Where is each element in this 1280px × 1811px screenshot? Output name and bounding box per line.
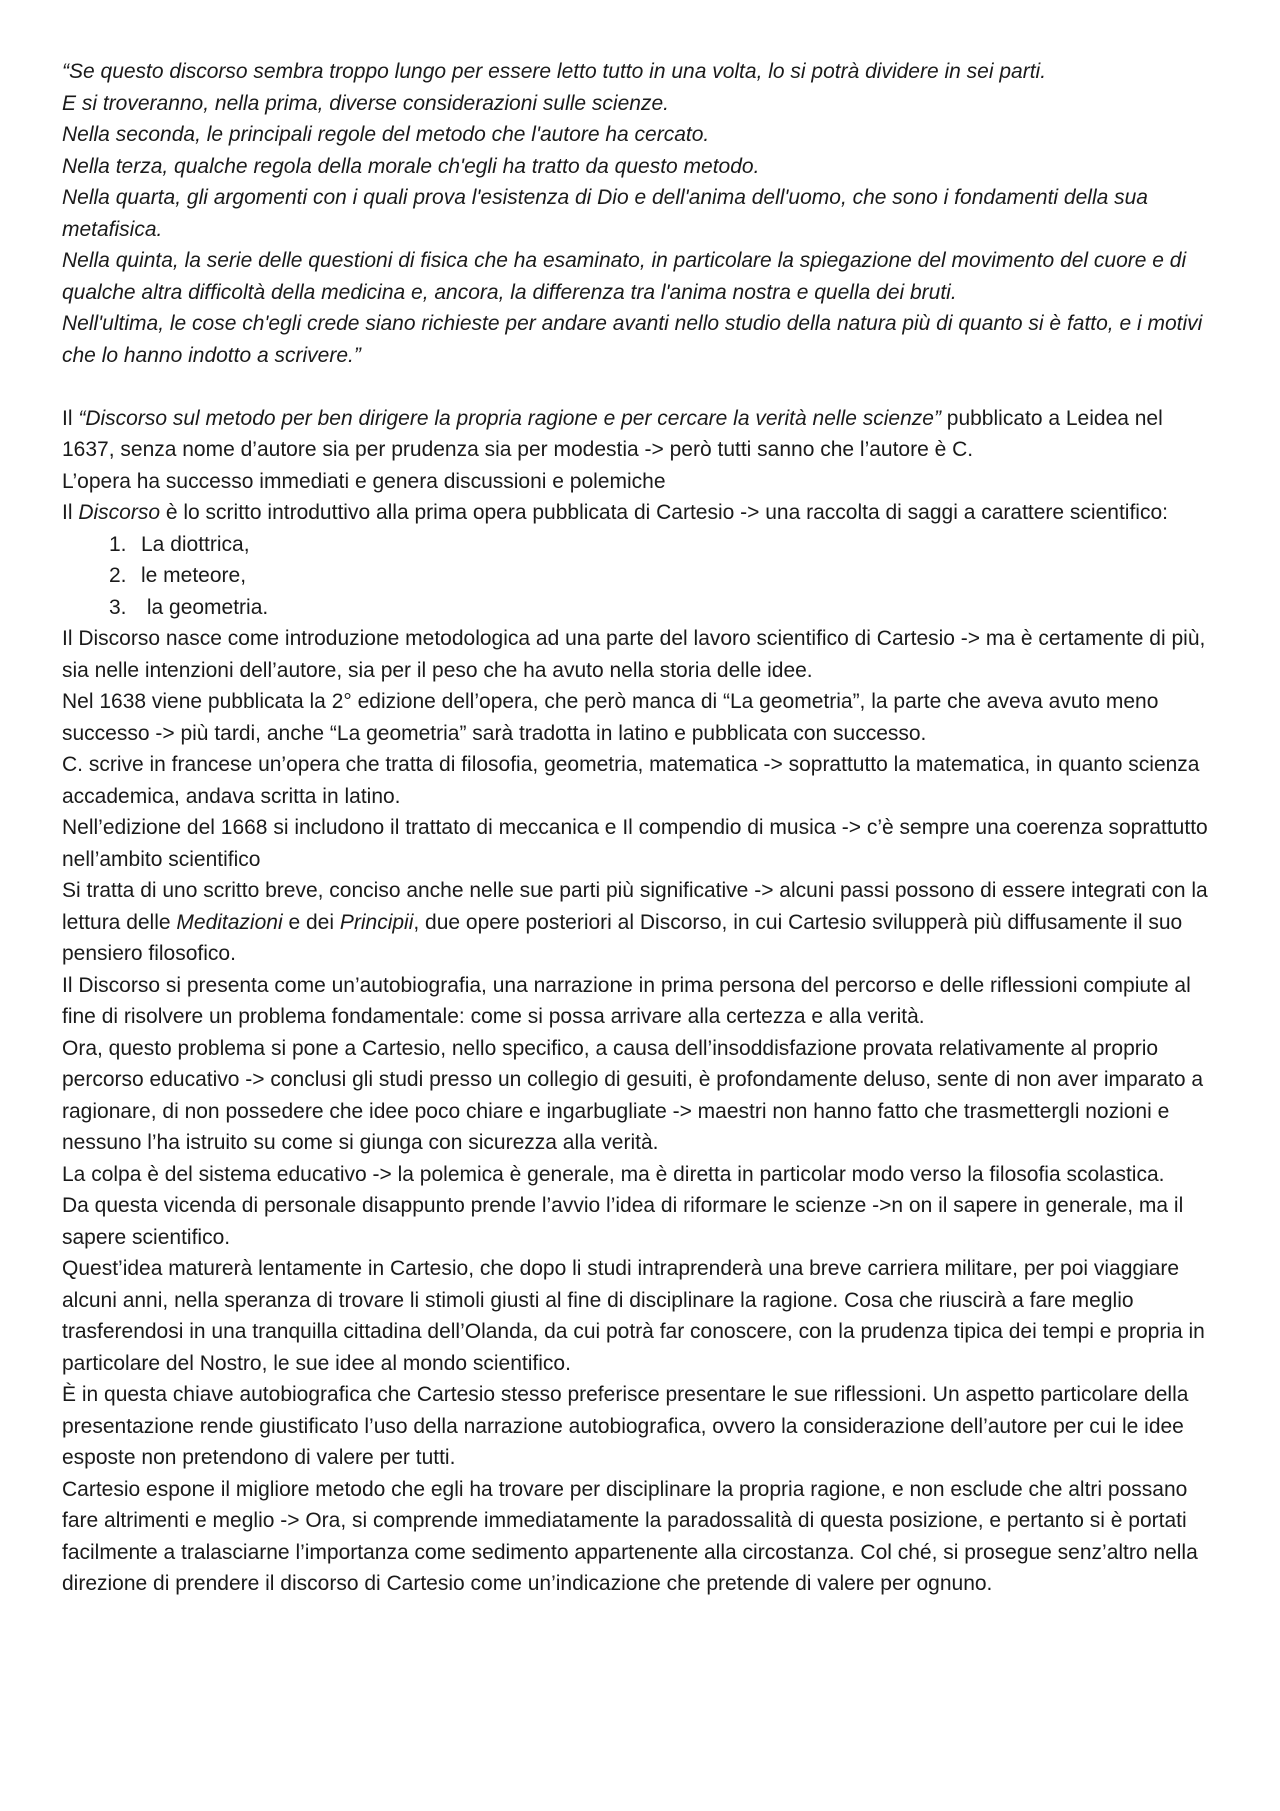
list-item: 1. La diottrica, bbox=[109, 532, 250, 556]
quote-line: Nella quinta, la serie delle questioni di fisica che ha esaminato, in particolare la spiegazione del movimento del cuore e di qualche altra difficoltà della medicina e, ancora, la differenza tra l'anima nostra e quella dei bruti. bbox=[62, 249, 1187, 304]
body-paragraph: Quest’idea maturerà lentamente in Cartesio, che dopo li studi intraprenderà una breve carriera militare, per poi viaggiare alcuni anni, nella speranza di trovare li stimoli giusti al fine di disciplinare la ragione. Cosa che riuscirà a fare meglio trasferendosi in una tranquilla cittadina dell’Olanda, da cui potrà far conoscere, con la prudenza tipica dei tempi e propria in particolare del Nostro, le sue idee al mondo scientifico. bbox=[62, 1257, 1205, 1375]
opening-quote bbox=[62, 56, 1210, 371]
quote-line: “Se questo discorso sembra troppo lungo per essere letto tutto in una volta, lo si potrà dividere in sei parti. bbox=[62, 60, 1047, 83]
body-paragraph: Il Discorso si presenta come un’autobiografia, una narrazione in prima persona del percorso e delle riflessioni compiute al fine di risolvere un problema fondamentale: come si possa arrivare alla certezza e alla verità. bbox=[62, 973, 1191, 1028]
list-item: 2. le meteore, bbox=[109, 564, 247, 587]
body-paragraph: Cartesio espone il migliore metodo che egli ha trovare per disciplinare la propria ragione, e non esclude che altri possano fare altrimenti e meglio -> Ora, si comprende immediatamente la paradossalità di questa posizione, e pertanto si è portati facilmente a tralasciarne l’importanza come sedimento appartenente alla circostanza. Col ché, si prosegue senz’altro nella direzione di prendere il discorso di Cartesio come un’indicazione che pretende di valere per ognuno. bbox=[62, 1477, 1198, 1595]
essays-list bbox=[62, 529, 1210, 624]
body-paragraph: Da questa vicenda di personale disappunto prende l’avvio l’idea di riformare le scienze ->n on il sapere in generale, ma il sapere scientifico. bbox=[62, 1194, 1184, 1249]
intro-paragraph: Il “Discorso sul metodo per ben dirigere la propria ragione e per cercare la verità nelle scienze” pubblicato a Leidea nel 1637, senza nome d’autore sia per prudenza sia per modestia -> però tutti sanno che l’autore è C. bbox=[62, 406, 1163, 461]
quote-line: E si troveranno, nella prima, diverse considerazioni sulle scienze. bbox=[62, 91, 669, 115]
body-paragraph: Ora, questo problema si pone a Cartesio, nello specifico, a causa dell’insoddisfazione provata relativamente al proprio percorso educativo -> conclusi gli studi presso un collegio di gesuiti, è profondamente deluso, sente di non aver imparato a ragionare, di non possedere che idee poco chiare e ingarbugliate -> maestri non hanno fatto che trasmettergli nozioni e nessuno l’ha istruito su come si giunga con sicurezza alla verità. bbox=[62, 1036, 1204, 1154]
book-title: “Discorso sul metodo per ben dirigere la propria ragione e per cercare la verità nelle scienze” bbox=[78, 406, 941, 430]
quote-line: Nella seconda, le principali regole del metodo che l'autore ha cercato. bbox=[62, 123, 710, 146]
quote-line: Nella quarta, gli argomenti con i quali prova l'esistenza di Dio e dell'anima dell'uomo, che sono i fondamenti della sua metafisica. bbox=[62, 186, 1148, 241]
brief-paragraph: Si tratta di uno scritto breve, conciso anche nelle sue parti più significative -> alcuni passi possono di essere integrati con la lettura delle Meditazioni e dei Principii, due opere posteriori al Discorso, in cui Cartesio svilupperà più diffusamente il suo pensiero filosofico. bbox=[62, 879, 1208, 965]
body-paragraph: Nell’edizione del 1668 si includono il trattato di meccanica e Il compendio di musica -> c’è sempre una coerenza soprattutto nell’ambito scientifico bbox=[62, 816, 1208, 871]
blank-line bbox=[62, 371, 1210, 403]
body-paragraph: C. scrive in francese un’opera che tratta di filosofia, geometria, matematica -> soprattutto la matematica, in quanto scienza accademica, andava scritta in latino. bbox=[62, 753, 1200, 808]
book-title: Meditazioni bbox=[176, 910, 283, 934]
success-paragraph: L’opera ha successo immediati e genera discussioni e polemiche bbox=[62, 469, 666, 493]
quote-line: Nella terza, qualche regola della morale ch'egli ha tratto da questo metodo. bbox=[62, 154, 760, 178]
quote-line: Nell'ultima, le cose ch'egli crede siano richieste per andare avanti nello studio della natura più di quanto si è fatto, e i motivi che lo hanno indotto a scrivere.” bbox=[62, 312, 1203, 367]
discorso-paragraph: Il Discorso è lo scritto introduttivo alla prima opera pubblicata di Cartesio -> una raccolta di saggi a carattere scientifico: bbox=[62, 501, 1168, 524]
list-item: 3. la geometria. bbox=[109, 595, 269, 619]
body-paragraph: Il Discorso nasce come introduzione metodologica ad una parte del lavoro scientifico di Cartesio -> ma è certamente di più, sia nelle intenzioni dell’autore, sia per il peso che ha avuto nella storia delle idee. bbox=[62, 627, 1206, 682]
body-paragraph: È in questa chiave autobiografica che Cartesio stesso preferisce presentare le sue riflessioni. Un aspetto particolare della presentazione rende giustificato l’uso della narrazione autobiografica, ovvero la considerazione dell’autore per cui le idee esposte non pretendono di valere per tutti. bbox=[62, 1383, 1189, 1469]
body-paragraph: Nel 1638 viene pubblicata la 2° edizione dell’opera, che però manca di “La geometria”, la parte che aveva avuto meno successo -> più tardi, anche “La geometria” sarà tradotta in latino e pubblicata con successo. bbox=[62, 690, 1159, 745]
body-paragraph: La colpa è del sistema educativo -> la polemica è generale, ma è diretta in particolar modo verso la filosofia scolastica. bbox=[62, 1162, 1165, 1186]
book-title: Principii bbox=[339, 910, 414, 934]
book-title: Discorso bbox=[78, 501, 161, 524]
